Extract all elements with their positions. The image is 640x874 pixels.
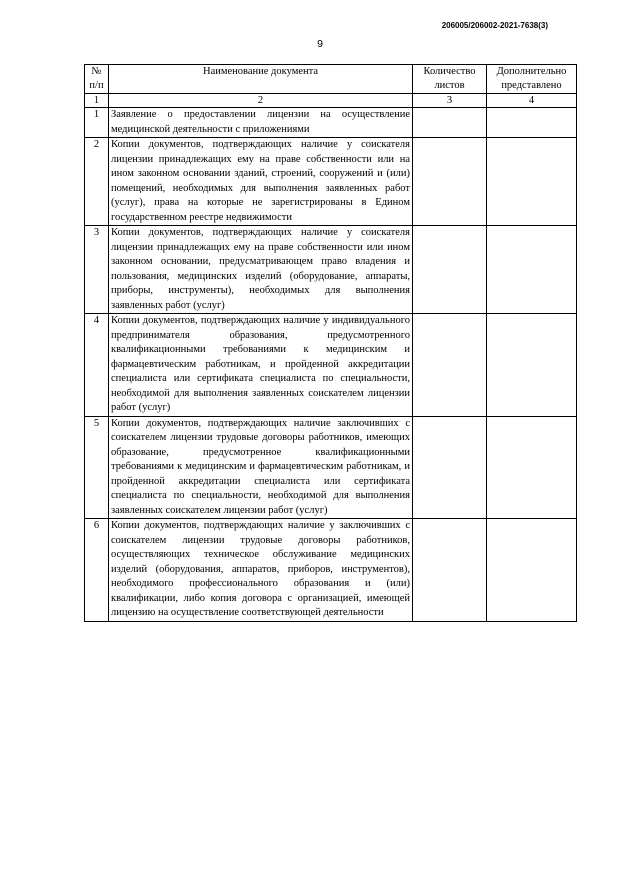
document-name: Копии документов, подтверждающих наличие у соискателя лицензии принадлежащих ему на праве собственности или ином законном основании, предусматривающем право владения и пользования, медицинских изделий (оборудование, аппараты, приборы, инструменты), необходимых для выполнения заявленных работ (услуг) [109, 226, 413, 314]
document-name: Заявление о предоставлении лицензии на осуществление медицинской деятельности с приложениями [109, 108, 413, 138]
sheet-count-cell [413, 314, 487, 417]
column-number: 3 [413, 94, 487, 108]
document-name: Копии документов, подтверждающих наличие у заключивших с соискателем лицензии трудовые договоры работников, осуществляющих техническое обслуживание медицинских изделий (оборудования, аппаратов, приборов, инструментов), необходимого профессионального образования и (или) квалификации, либо копия договора с организацией, имеющей лицензию на осуществление соответствующей деятельности [109, 519, 413, 622]
row-number: 4 [85, 314, 109, 417]
row-number: 3 [85, 226, 109, 314]
sheet-count-cell [413, 138, 487, 226]
sheet-count-cell [413, 519, 487, 622]
row-number: 6 [85, 519, 109, 622]
row-number: 1 [85, 108, 109, 138]
documents-table [84, 64, 577, 622]
column-number-row [85, 94, 577, 108]
additional-cell [487, 226, 577, 314]
sheet-count-cell [413, 416, 487, 519]
table-header-row [85, 65, 577, 94]
column-number: 1 [85, 94, 109, 108]
header-number: № п/п [85, 65, 109, 94]
table-row [85, 314, 577, 417]
additional-cell [487, 138, 577, 226]
row-number: 5 [85, 416, 109, 519]
table-row [85, 138, 577, 226]
additional-cell [487, 519, 577, 622]
document-name: Копии документов, подтверждающих наличие у индивидуального предпринимателя образования, предусмотренного квалификационными требованиями к медицинским и фармацевтическим работникам, и пройденной аккредитации специалиста или сертификата специалиста по специальности, необходимой для выполнения заявленных соискателем лицензии работ (услуг) [109, 314, 413, 417]
page-number: 9 [317, 38, 323, 50]
column-number: 2 [109, 94, 413, 108]
additional-cell [487, 314, 577, 417]
table-row [85, 108, 577, 138]
table-row [85, 226, 577, 314]
header-document-name: Наименование документа [109, 65, 413, 94]
additional-cell [487, 416, 577, 519]
document-name: Копии документов, подтверждающих наличие у соискателя лицензии принадлежащих ему на праве собственности или на ином законном основании зданий, строений, сооружений и (или) помещений, необходимых для выполнения заявленных работ (услуг), права на которые не зарегистрированы в Едином государственном реестре недвижимости [109, 138, 413, 226]
sheet-count-cell [413, 226, 487, 314]
document-name: Копии документов, подтверждающих наличие заключивших с соискателем лицензии трудовые договоры работников, имеющих образование, предусмотренное квалификационными требованиями к медицинским и фармацевтическим работникам, и пройденной аккредитации специалиста или сертификата специалиста по специальности, необходимой для выполнения заявленных соискателем лицензии работ (услуг) [109, 416, 413, 519]
row-number: 2 [85, 138, 109, 226]
table-row [85, 416, 577, 519]
sheet-count-cell [413, 108, 487, 138]
table-row [85, 519, 577, 622]
header-sheet-count: Количество листов [413, 65, 487, 94]
column-number: 4 [487, 94, 577, 108]
header-additionally-submitted: Дополнительно представлено [487, 65, 577, 94]
document-code: 206005/206002-2021-7638(3) [441, 21, 548, 30]
additional-cell [487, 108, 577, 138]
